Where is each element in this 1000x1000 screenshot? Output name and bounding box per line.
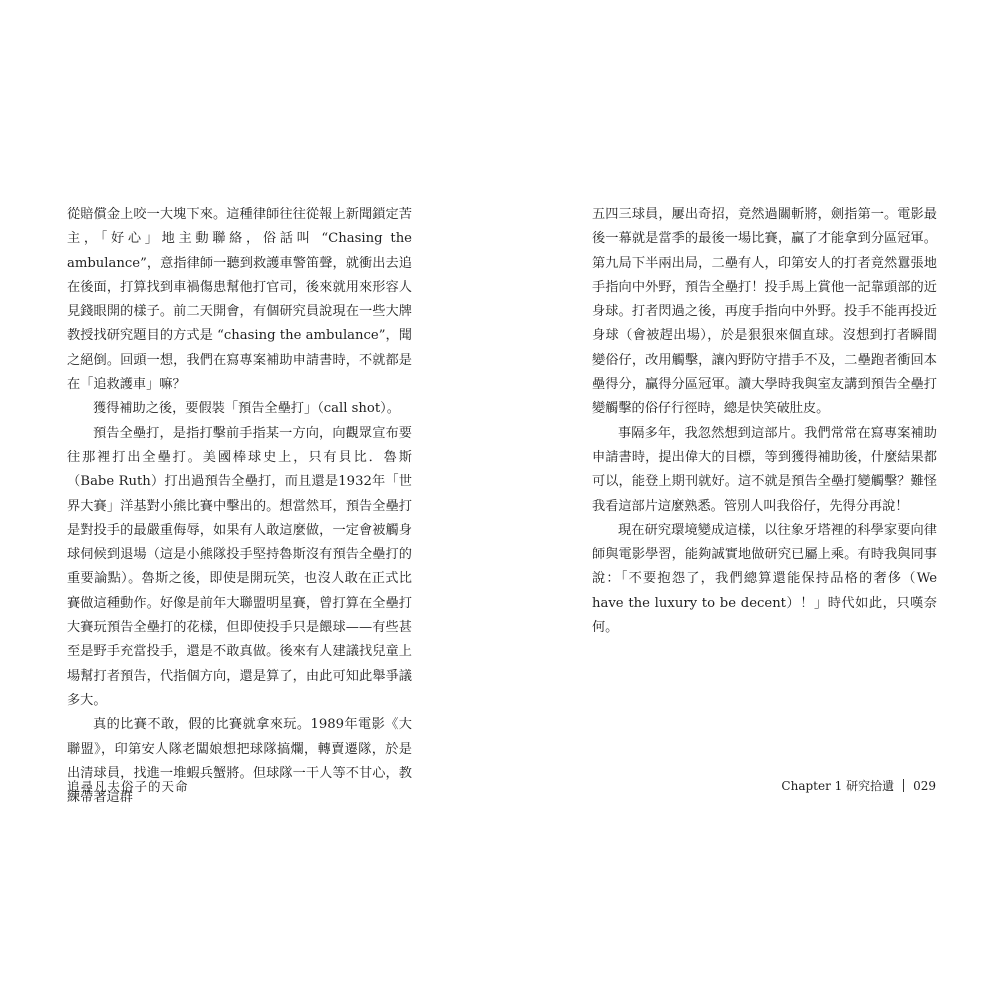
paragraph: 獲得補助之後，要假裝「預告全壘打」（call shot）。 (93, 401, 400, 417)
right-page-body (592, 203, 937, 640)
chapter-title: Chapter 1 研究拾遺 (781, 779, 895, 793)
running-footer-chapter (781, 777, 936, 794)
paragraph: 五四三球員，屢出奇招，竟然過關斬將，劍指第一。電影最後一幕就是當季的最後一場比賽，贏了才能拿到分區冠軍。第九局下半兩出局，二壘有人，印第安人的打者竟然囂張地手指向中外野，預告全壘打！投手馬上賞他一記靠頭部的近身球。打者閃過之後，再度手指向中外野。投手不能再投近身球（會被趕出場），於是狠狠來個直球。沒想到打者瞬間變俗仔，改用觸擊，讓內野防守措手不及，二壘跑者衝回本壘得分，贏得分區冠軍。讀大學時我與室友講到預告全壘打變觸擊的俗仔行徑時，總是快笑破肚皮。 (592, 207, 937, 417)
paragraph: 現在研究環境變成這樣，以往象牙塔裡的科學家要向律師與電影學習，能夠誠實地做研究已屬上乘。有時我與同事說：「不要抱怨了，我們總算還能保持品格的奢侈（We have the luxury to be decent）！」時代如此，只嘆奈何。 (592, 522, 937, 636)
page-number: 029 (913, 778, 936, 793)
left-page-body (67, 203, 412, 810)
paragraph: 真的比賽不敢，假的比賽就拿來玩。1989年電影《大聯盟》，印第安人隊老闆娘想把球隊搞爛，轉賣遷隊，於是出清球員，找進一堆蝦兵蟹將。但球隊一干人等不甘心，教練帶著這群 (67, 717, 412, 806)
paragraph: 事隔多年，我忽然想到這部片。我們常常在寫專案補助申請書時，提出偉大的目標，等到獲得補助後，什麼結果都可以，能登上期刊就好。這不就是預告全壘打變觸擊？難怪我看這部片這麼熟悉。管別人叫我俗仔，先得分再說！ (592, 425, 937, 514)
paragraph: 預告全壘打，是指打擊前手指某一方向，向觀眾宣布要往那裡打出全壘打。美國棒球史上，只有貝比．魯斯（Babe Ruth）打出過預告全壘打，而且還是1932年「世界大賽」洋基對小熊比賽中擊出的。想當然耳，預告全壘打是對投手的最嚴重侮辱，如果有人敢這麼做，一定會被觸身球伺候到退場（這是小熊隊投手堅持魯斯沒有預告全壘打的重要論點）。魯斯之後，即使是開玩笑，也沒人敢在正式比賽做這種動作。好像是前年大聯盟明星賽，曾打算在全壘打大賽玩預告全壘打的花樣，但即使投手只是餵球——有些甚至是野手充當投手，還是不敢真做。後來有人建議找兒童上場幫打者預告，代指個方向，還是算了，由此可知此舉爭議多大。 (67, 425, 412, 708)
footer-divider (903, 779, 904, 792)
paragraph: 從賠償金上咬一大塊下來。這種律師往往從報上新聞鎖定苦主，「好心」地主動聯絡，俗話叫 “Chasing the ambulance”，意指律師一聽到救護車警笛聲，就衝出去追在後面，打算找到車禍傷患幫他打官司，後來就用來形容人見錢眼開的樣子。前二天開會，有個研究員說現在一些大牌教授找研究題目的方式是 “chasing the ambulance”，聞之絕倒。回頭一想，我們在寫專案補助申請書時，不就都是在「追救護車」嘛？ (67, 207, 412, 393)
running-footer-book-title: 追尋凡夫俗子的天命 (67, 779, 189, 794)
